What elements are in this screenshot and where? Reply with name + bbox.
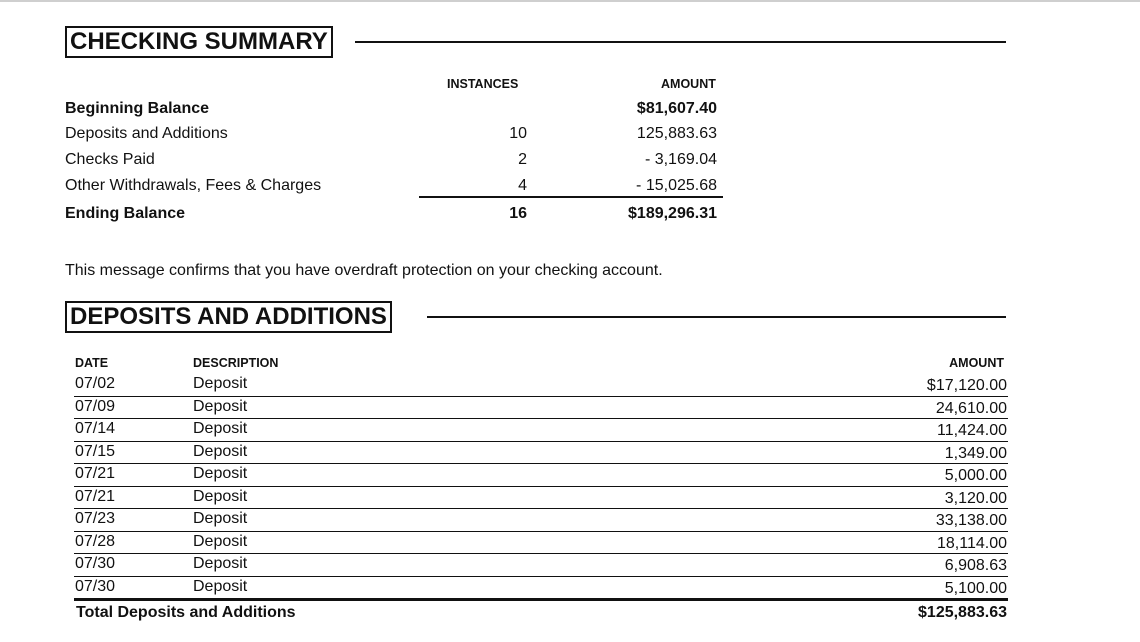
summary-instances: 16 [509,205,527,222]
instances-column-header: INSTANCES [447,77,519,91]
summary-total-rule [419,196,723,198]
deposit-description: Deposit [193,442,248,460]
deposit-amount: $17,120.00 [926,377,1007,394]
summary-amount: $81,607.40 [636,100,717,117]
deposit-date: 07/23 [75,510,116,527]
deposit-description: Deposit [193,532,248,550]
checking-summary-title: CHECKING SUMMARY [65,26,333,58]
deposits-total-amount: $125,883.63 [918,604,1007,621]
summary-row-beginning-balance [65,100,725,126]
deposit-amount-column-header: AMOUNT [949,356,1004,370]
deposit-description: Deposit [193,555,248,572]
table-row [74,419,1008,442]
deposit-date: 07/30 [75,577,116,595]
deposits-title: DEPOSITS AND ADDITIONS [65,301,392,333]
deposit-amount: 24,610.00 [935,399,1007,417]
deposit-date: 07/09 [75,397,116,415]
deposit-amount: 5,100.00 [944,579,1007,597]
table-row [74,509,1008,532]
amount-column-header: AMOUNT [661,77,716,91]
summary-label: Ending Balance [65,205,186,222]
summary-row-other-withdrawals [65,177,725,203]
deposit-amount: 1,349.00 [944,444,1007,462]
summary-amount: 125,883.63 [636,125,717,142]
table-row [74,577,1008,600]
table-row [74,532,1008,555]
summary-instances: 4 [518,177,527,194]
deposit-amount: 11,424.00 [937,422,1007,439]
deposit-description: Deposit [193,375,248,392]
deposit-description: Deposit [193,397,248,415]
deposit-date: 07/30 [75,555,116,572]
table-row [74,374,1008,397]
table-row [74,487,1008,510]
overdraft-message: This message confirms that you have overdraft protection on your checking account. [65,262,663,279]
summary-row-deposits [65,125,725,151]
deposit-amount: 33,138.00 [935,512,1007,529]
table-row [74,464,1008,487]
top-border [0,0,1140,2]
summary-label: Checks Paid [65,151,155,168]
deposit-description: Deposit [193,510,248,527]
description-column-header: DESCRIPTION [193,356,279,370]
table-row [74,442,1008,465]
summary-instances: 2 [518,151,527,168]
summary-label: Beginning Balance [65,100,210,117]
deposit-description: Deposit [193,465,248,482]
deposit-date: 07/21 [75,465,116,482]
deposit-description: Deposit [193,577,248,595]
summary-amount: $189,296.31 [628,205,717,222]
deposit-date: 07/28 [75,532,116,550]
deposit-amount: 6,908.63 [944,557,1007,574]
summary-instances: 10 [509,125,527,142]
checking-summary-rule [355,41,1006,43]
checking-summary-header [65,26,1006,60]
deposit-date: 07/02 [75,375,116,392]
deposit-date: 07/15 [75,442,116,460]
deposits-total-label: Total Deposits and Additions [76,604,296,621]
deposits-total-rule [74,598,1008,601]
deposits-header [65,301,1006,335]
deposit-amount: 3,120.00 [944,489,1007,507]
deposit-amount: 18,114.00 [937,534,1007,552]
deposit-description: Deposit [193,420,248,437]
table-row [74,397,1008,420]
deposit-date: 07/21 [75,487,116,505]
summary-label: Other Withdrawals, Fees & Charges [65,177,322,194]
summary-amount: - 3,169.04 [644,151,717,168]
summary-row-ending-balance [65,205,725,231]
deposit-amount: 5,000.00 [944,467,1007,484]
deposit-description: Deposit [193,487,248,505]
deposits-rule [427,316,1006,318]
summary-row-checks-paid [65,151,725,177]
table-row [74,554,1008,577]
deposit-date: 07/14 [75,420,116,437]
summary-label: Deposits and Additions [65,125,228,142]
summary-amount: - 15,025.68 [636,177,717,194]
date-column-header: DATE [75,356,109,370]
